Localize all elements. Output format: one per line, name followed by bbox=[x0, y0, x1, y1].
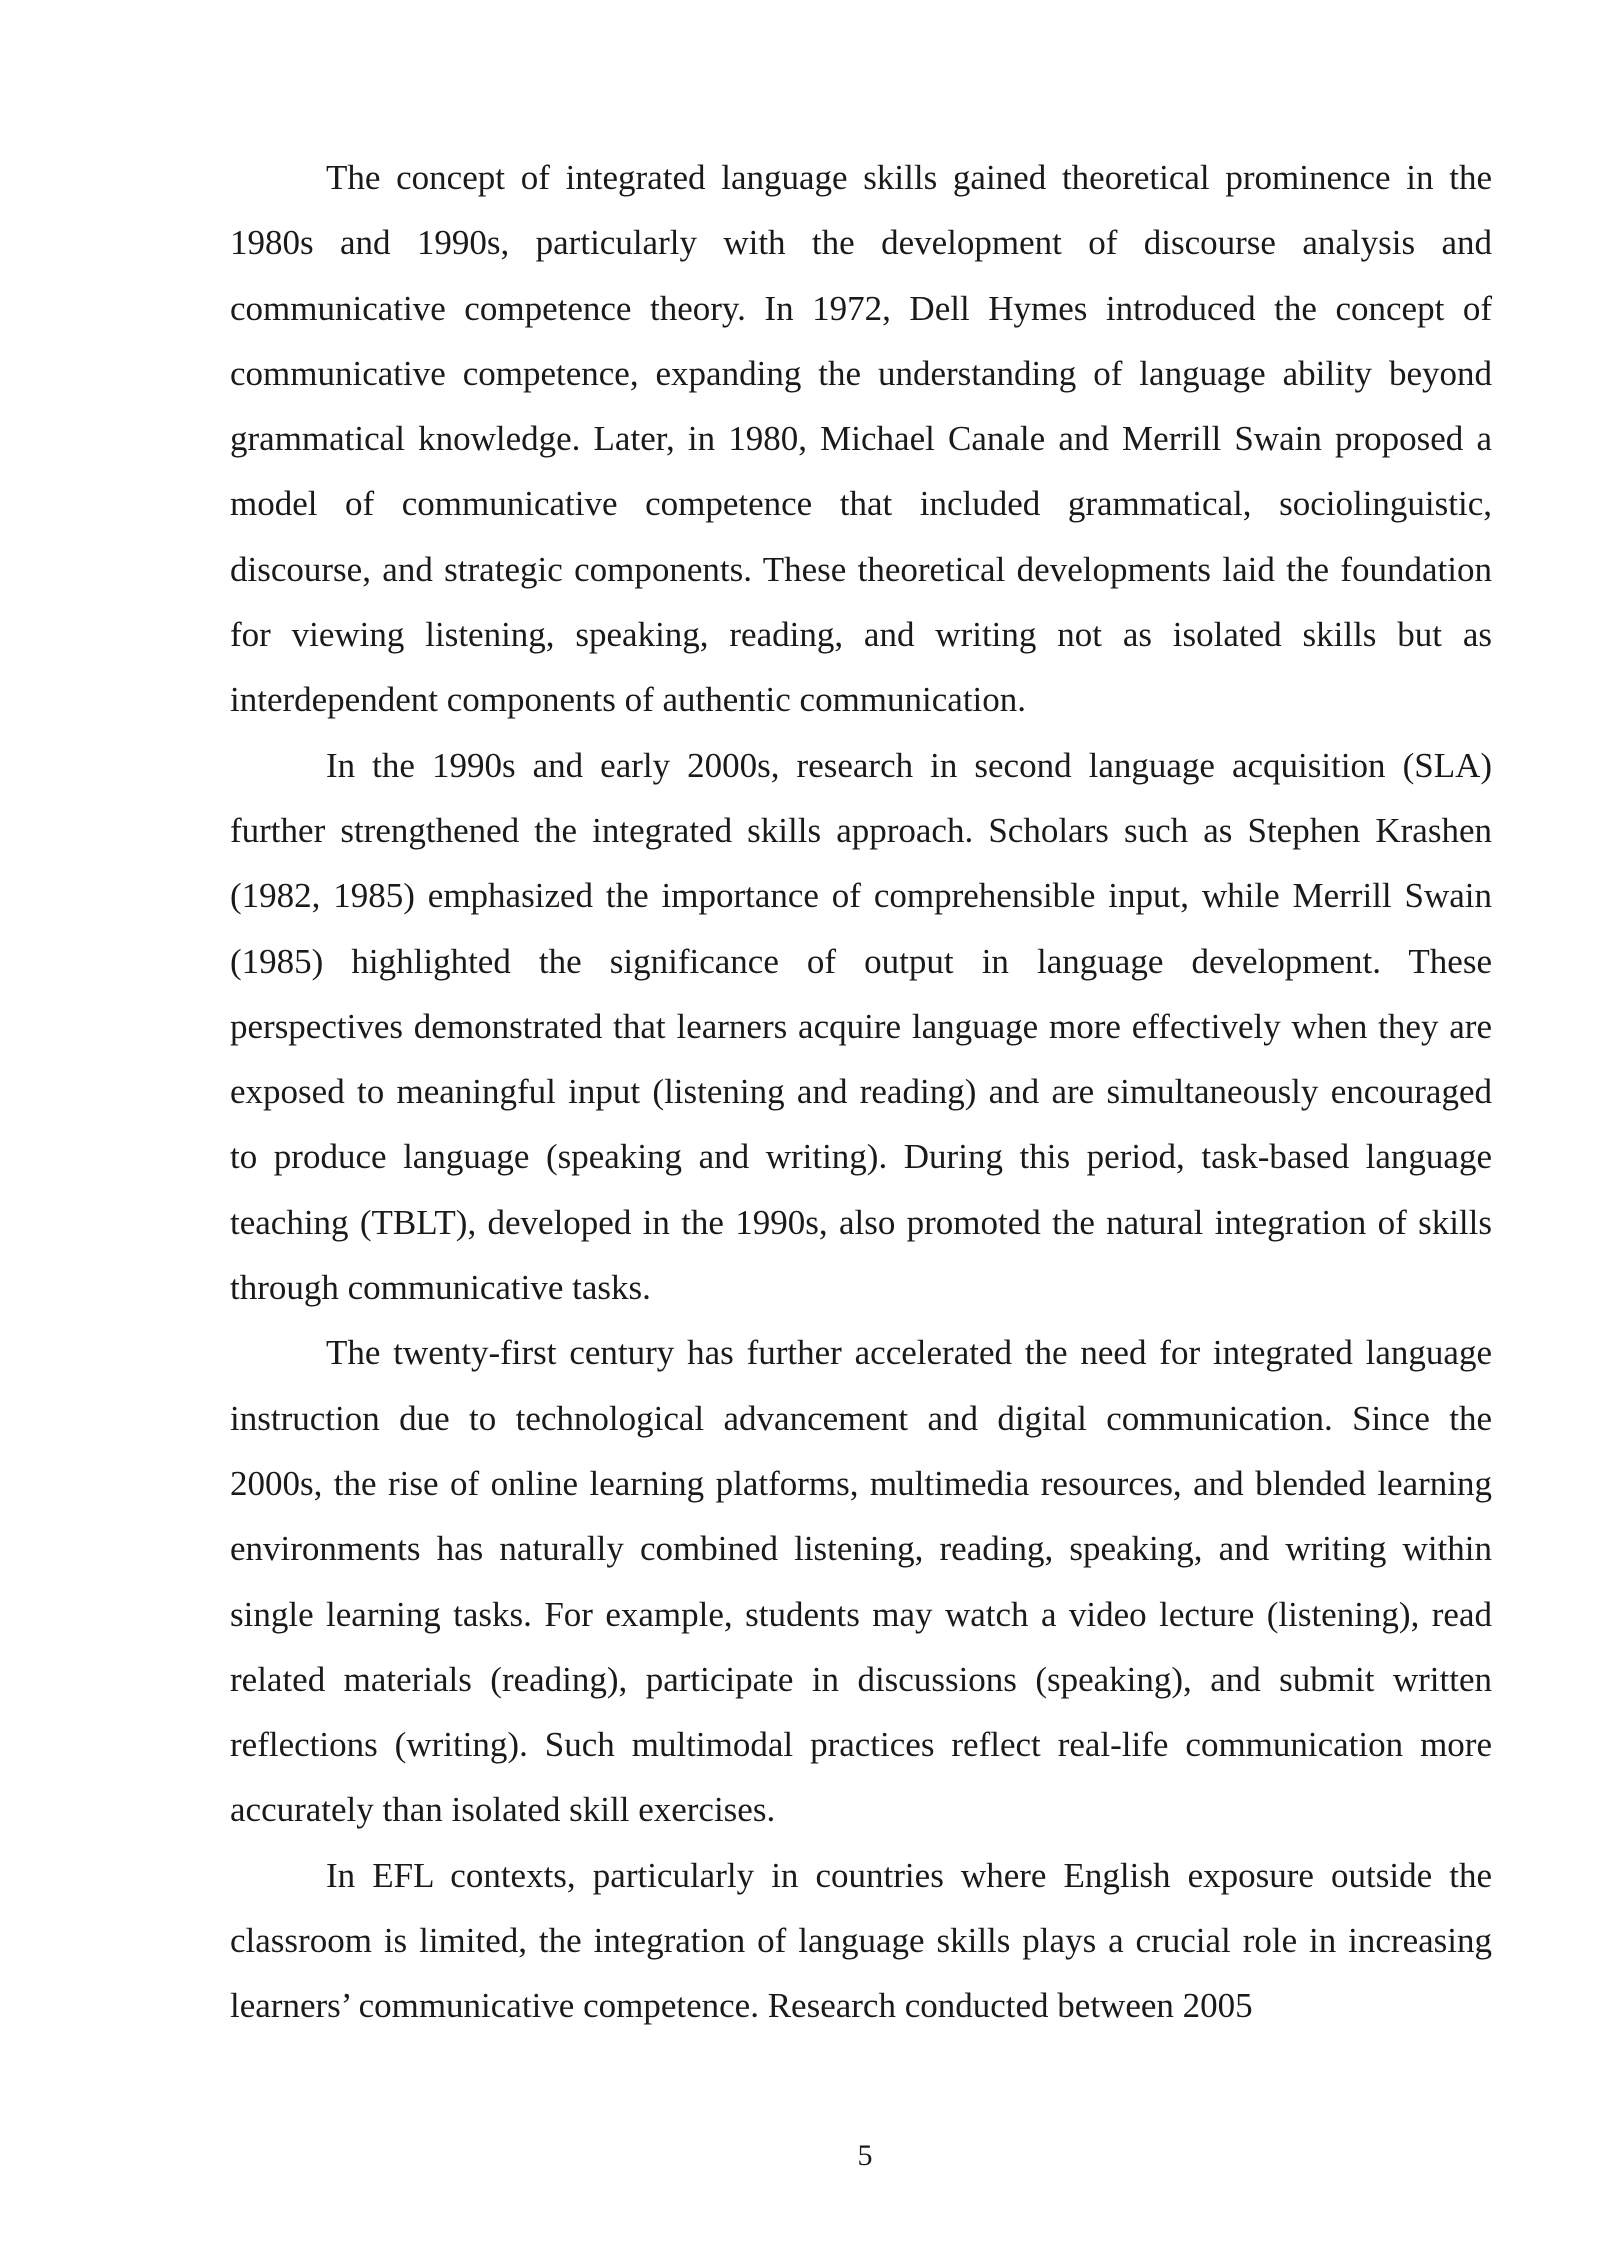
paragraph-3: The twenty-first century has further accelerated the need for integrated language instruction due to technological advancement and digital communication. Since the 2000s, the rise of online learning platforms, multimedia resources, and blended learning environments has naturally combined listening, reading, speaking, and writing within single learning tasks. For example, students may watch a video lecture (listening), read related materials (reading), participate in discussions (speaking), and submit written reflections (writing). Such multimodal practices reflect real-life communication more accurately than isolated skill exercises. bbox=[230, 1333, 1492, 1830]
page-number: 5 bbox=[857, 2139, 873, 2172]
paragraph-2: In the 1990s and early 2000s, research in second language acquisition (SLA) further strengthened the integrated skills approach. Scholars such as Stephen Krashen (1982, 1985) emphasized the importance of comprehensible input, while Merrill Swain (1985) highlighted the significance of output in language development. These perspectives demonstrated that learners acquire language more effectively when they are exposed to meaningful input (listening and reading) and are simultaneously encouraged to produce language (speaking and writing). During this period, task-based language teaching (TBLT), developed in the 1990s, also promoted the natural integration of skills through communicative tasks. bbox=[230, 745, 1492, 1308]
paragraph-4: In EFL contexts, particularly in countries where English exposure outside the classroom is limited, the integration of language skills plays a crucial role in increasing learners’ communicative competence. Research conducted between 2005 bbox=[230, 1855, 1492, 2026]
body-text bbox=[230, 145, 1492, 2039]
paragraph-1: The concept of integrated language skills gained theoretical prominence in the 1980s and 1990s, particularly with the development of discourse analysis and communicative competence theory. In 1972, Dell Hymes introduced the concept of communicative competence, expanding the understanding of language ability beyond grammatical knowledge. Later, in 1980, Michael Canale and Merrill Swain proposed a model of communicative competence that included grammatical, sociolinguistic, discourse, and strategic components. These theoretical developments laid the foundation for viewing listening, speaking, reading, and writing not as isolated skills but as interdependent components of authentic communication. bbox=[230, 158, 1492, 720]
